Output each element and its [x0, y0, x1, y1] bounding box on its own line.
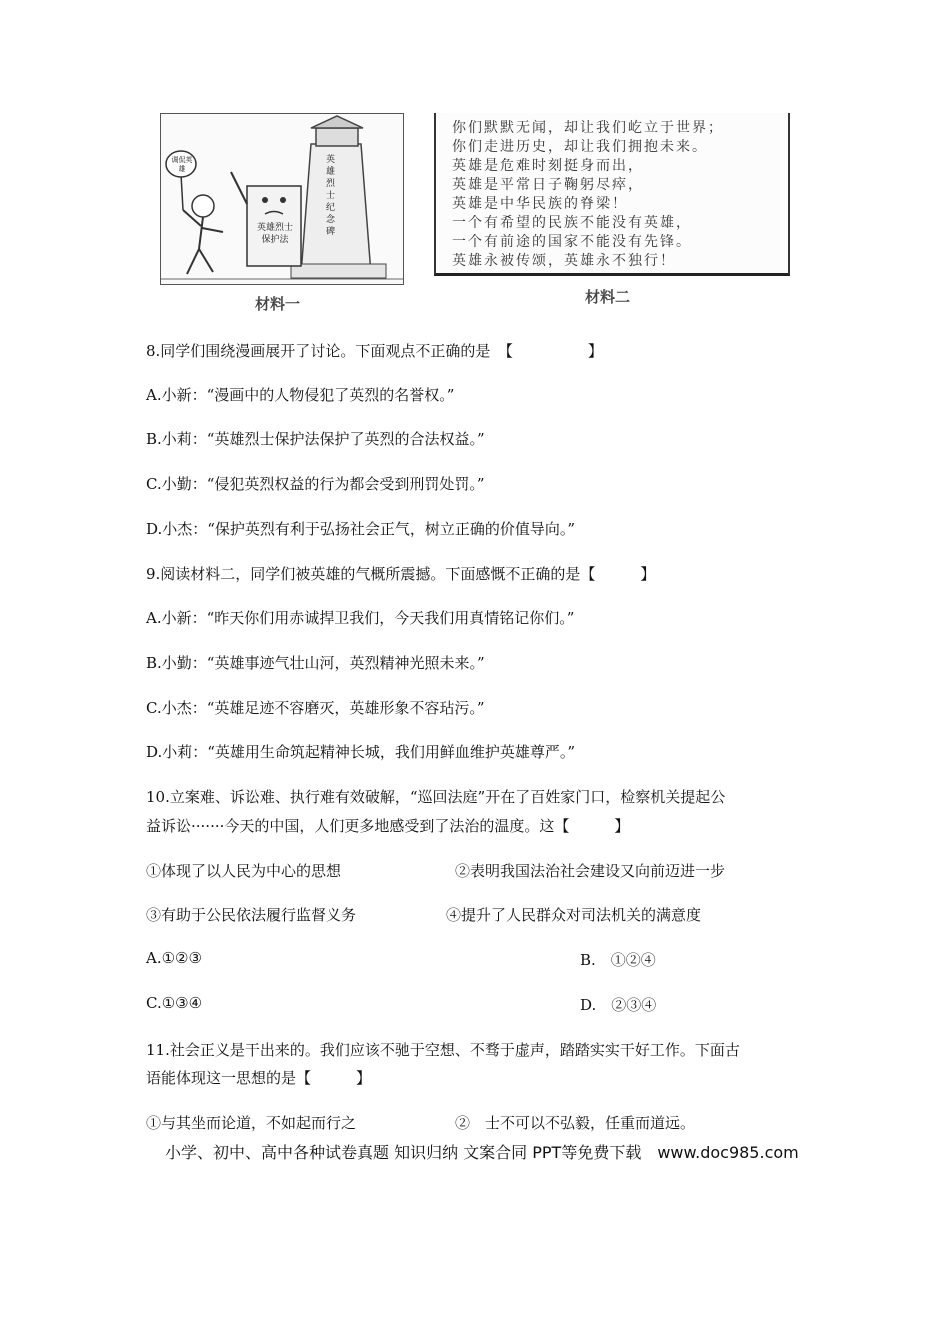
footer-banner: 小学、初中、高中各种试卷真题 知识归纳 文案合同 PPT等免费下载 www.doc985.com [165, 1143, 799, 1162]
book-text: 英雄烈士保护法 [256, 223, 293, 245]
question-10-item-2: ②表明我国法治社会建设又向前迈进一步 [455, 862, 726, 880]
question-10-stem-line1: 10.立案难、诉讼难、执行难有效破解，“巡回法庭”开在了百姓家门口，检察机关提起公 [146, 788, 726, 806]
question-11-item-2: ② 士不可以不弘毅，任重而道远。 [455, 1114, 696, 1132]
question-10-item-4: ④提升了人民群众对司法机关的满意度 [446, 906, 702, 924]
comic-panel [160, 113, 404, 285]
question-10-option-c: C.①③④ [146, 994, 203, 1012]
question-9-option-d: D.小莉：“英雄用生命筑起精神长城，我们用鲜血维护英雄尊严。” [146, 743, 576, 761]
poem-line: 英雄永被传颂，英雄永不独行！ [452, 253, 676, 269]
sign-text: 调侃英雄 [171, 156, 193, 173]
poem-line: 英雄是中华民族的脊梁！ [452, 196, 628, 212]
question-10-option-b: B. ①②④ [580, 951, 656, 969]
poem-line: 英雄是危难时刻挺身而出， [452, 158, 644, 174]
question-9-option-c: C.小杰：“英雄足迹不容磨灭，英雄形象不容玷污。” [146, 699, 485, 717]
question-10-item-1: ①体现了以人民为中心的思想 [146, 862, 342, 880]
question-8-option-a: A.小新：“漫画中的人物侵犯了英烈的名誉权。” [146, 386, 455, 404]
material2-caption: 材料二 [585, 288, 631, 306]
poem-line: 英雄是平常日子鞠躬尽瘁， [452, 177, 644, 193]
question-9-stem: 9.阅读材料二，同学们被英雄的气概所震撼。下面感慨不正确的是【 】 [146, 565, 656, 583]
poem-line: 你们走进历史，却让我们拥抱未来。 [452, 139, 708, 155]
question-8-option-c: C.小勤：“侵犯英烈权益的行为都会受到刑罚处罚。” [146, 475, 485, 493]
question-10-option-d: D. ②③④ [580, 996, 657, 1014]
comic-illustration [161, 114, 403, 284]
question-11-item-1: ①与其坐而论道，不如起而行之 [146, 1114, 357, 1132]
poem-line: 你们默默无闻，却让我们屹立于世界； [452, 120, 724, 136]
question-10-stem-line2: 益诉讼·······今天的中国，人们更多地感受到了法治的温度。这【 】 [146, 817, 630, 835]
material1-caption: 材料一 [255, 295, 301, 313]
question-10-option-a: A.①②③ [146, 949, 202, 967]
monument-text: 英雄烈士纪念碑 [326, 155, 336, 237]
poem-line: 一个有前途的国家不能没有先锋。 [452, 234, 692, 250]
question-9-option-a: A.小新：“昨天你们用赤诚捍卫我们，今天我们用真情铭记你们。” [146, 609, 575, 627]
question-8-option-b: B.小莉：“英雄烈士保护法保护了英烈的合法权益。” [146, 430, 485, 448]
question-9-option-b: B.小勤：“英雄事迹气壮山河，英烈精神光照未来。” [146, 654, 485, 672]
question-11-stem-line1: 11.社会正义是干出来的。我们应该不驰于空想、不骛于虚声，踏踏实实干好工作。下面古 [146, 1041, 740, 1059]
question-10-item-3: ③有助于公民依法履行监督义务 [146, 906, 357, 924]
question-11-stem-line2: 语能体现这一思想的是【 】 [146, 1069, 372, 1087]
question-8-option-d: D.小杰：“保护英烈有利于弘扬社会正气，树立正确的价值导向。” [146, 520, 576, 538]
poem-line: 一个有希望的民族不能没有英雄， [452, 215, 692, 231]
question-8-stem: 8.同学们围绕漫画展开了讨论。下面观点不正确的是 【 】 [146, 342, 603, 360]
